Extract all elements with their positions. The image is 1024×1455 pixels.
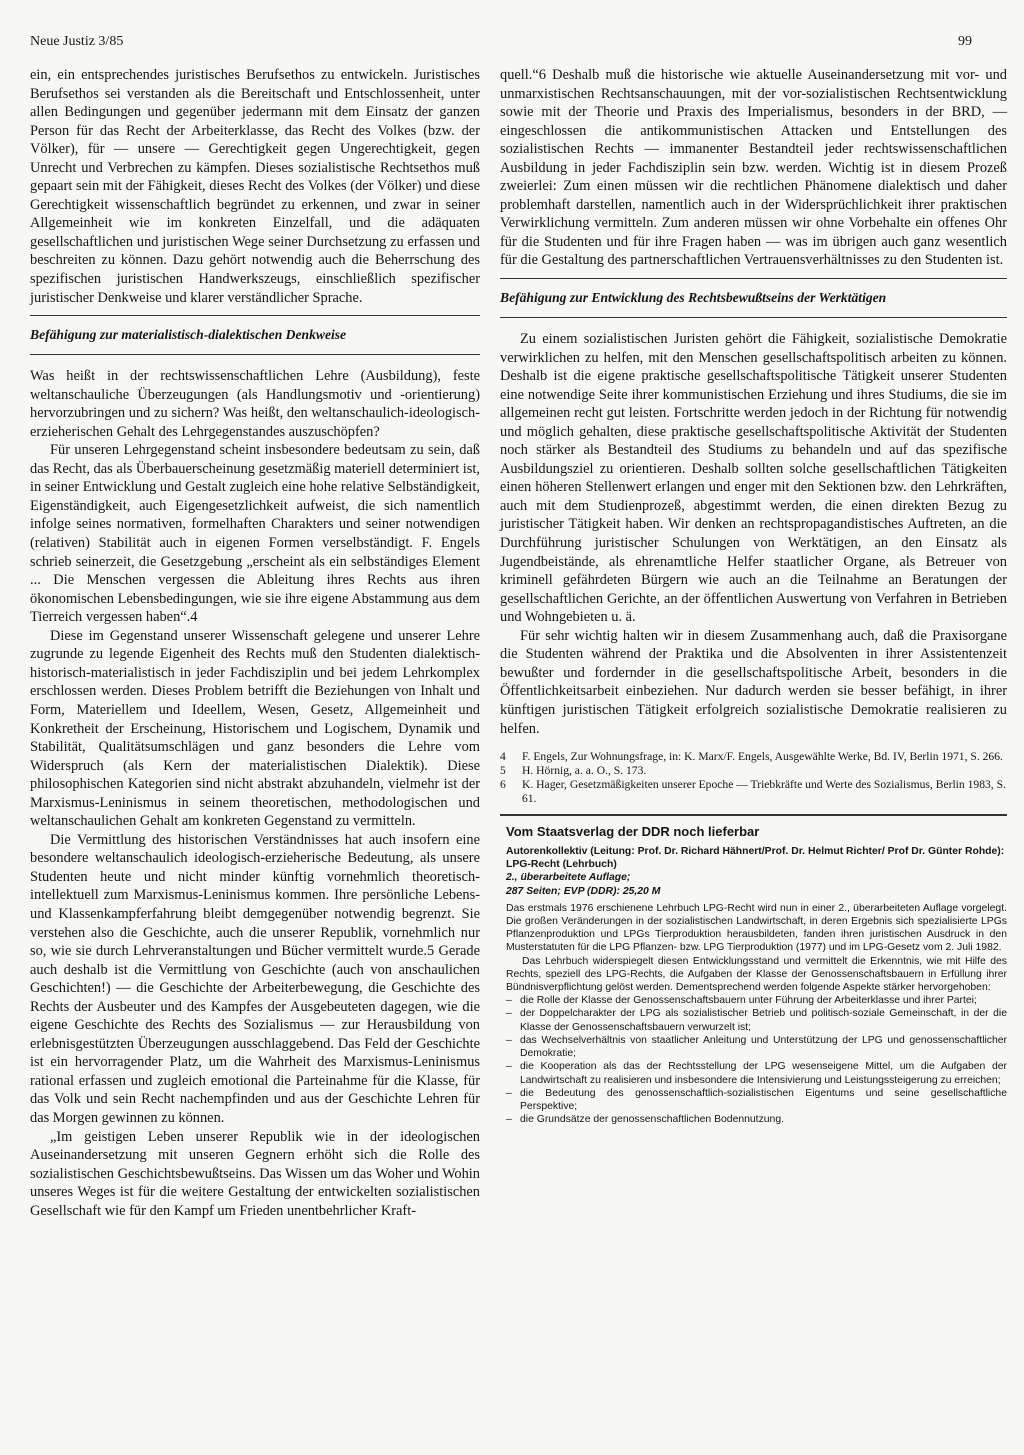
- left-paragraph: Was heißt in der rechtswissenschaftlichen Lehre (Ausbildung), feste weltanschauliche Überzeugungen (als Handlungsmotiv und -orientierung) hervorzubringen und zu sichern? Was heißt, den weltanschaulich-ideologisch-erzieherischen Gehalt des Lehrgegenstandes auszuschöpfen?: [30, 368, 480, 440]
- section-heading-right: Befähigung zur Entwicklung des Rechtsbewußtseins der Werktätigen: [500, 290, 887, 306]
- right-paragraph: Für sehr wichtig halten wir in diesem Zusammenhang auch, daß die Praxisorgane die Studenten während der Praktika und die Absolventen in ihrer Assistentenzeit bewußter und fordernder in die gesellschaftspolitische Arbeit, besonders in die Öffentlichkeitsarbeit einbeziehen. Nur dadurch werden sie besser befähigt, in ihrer künftigen juristischen Tätigkeit erfolgreich sozialistische Demokratie realisieren zu helfen.: [500, 627, 1007, 737]
- left-column: [30, 66, 480, 1220]
- list-item: [506, 994, 1007, 1007]
- section-divider: [500, 278, 1007, 279]
- list-item: [506, 1060, 1007, 1086]
- section-divider: [30, 354, 480, 355]
- bullet-marker: –: [506, 1061, 512, 1073]
- left-paragraph: Für unseren Lehrgegenstand scheint insbesondere bedeutsam zu sein, daß das Recht, das als Überbauerscheinung gesetzmäßig materiell determiniert ist, in seiner Entwicklung und Gestalt zugleich eine hohe relative Selbständigkeit, Eigenständigkeit, auch Eigengesetzlichkeit aufweist, die sich namentlich infolge seines normativen, formelhaften Charakters und seiner notwendigen (relativen) Stabilität auch in eigenen Formen verselbständigt. F. Engels schrieb seinerzeit, die Gesetzgebung „erscheint als ein selbständiges Element ... Die Menschen vergessen die Ableitung ihres Rechts aus ihren ökonomischen Lebensbedingungen, wie sie ihre eigene Abstammung aus dem Tierreich vergessen haben“.4: [30, 442, 480, 626]
- book-description: Das Lehrbuch widerspiegelt diesen Entwicklungsstand und vermittelt die Erkenntnis, wie mit Hilfe des Rechts, speziell des LPG-Rechts, die Aufgaben der Klasse der Genossenschaftsbauern in Erfüllung ihrer Bündnisverpflichtung gelöst werden. Dementsprechend werden folgende Aspekte stärker hervorgehoben:: [506, 955, 1007, 994]
- book-title: LPG-Recht (Lehrbuch): [506, 859, 617, 871]
- left-paragraph: „Im geistigen Leben unserer Republik wie in der ideologischen Auseinandersetzung mit unseren Gegnern erhöht sich die Rolle des sozialistischen Geschichtsbewußtseins. Das Wissen um das Woher und Wohin unseres Weges ist für die weitere Gestaltung der entwickelten sozialistischen Gesellschaft wie für den Kampf um Frieden unentbehrlicher Kraft-: [30, 1128, 480, 1219]
- right-column: [500, 66, 1007, 1126]
- footnote-text: F. Engels, Zur Wohnungsfrage, in: K. Marx/F. Engels, Ausgewählte Werke, Bd. IV, Berlin 1971, S. 266.: [522, 750, 1003, 764]
- bullet-marker: –: [506, 1087, 512, 1099]
- left-paragraph: Diese im Gegenstand unserer Wissenschaft gelegene und unserer Lehre zugrunde zu legende Eigenheit des Rechts muß den Studenten dialektisch-historisch-materialistisch in jeder Fachdisziplin und bei jedem Lehrkomplex erschlossen werden. Dieses Problem betrifft die Beziehungen von Inhalt und Form, Materiellem und Ideellem, Wesen, Gesetz, Allgemeinheit und Konkretheit der Erscheinung, Historischem und Logischem, Dynamik und Stabilität, Qualitätsumschlägen und ganz besonders die Lehre vom Widerspruch (als Kern der materialistischen Dialektik). Diese philosophischen Kategorien sind nicht abstrakt abzuhandeln, vielmehr ist der Marxismus-Leninismus in seinem theoretischen, methodologischen und weltanschaulichen Gehalt am konkreten Gegenstand zu vermitteln.: [30, 627, 480, 830]
- bullet-marker: –: [506, 1034, 512, 1046]
- list-item: [506, 1087, 1007, 1113]
- footnote-text: K. Hager, Gesetzmäßigkeiten unserer Epoche — Triebkräfte und Werte des Sozialismus, Berlin 1983, S. 61.: [522, 778, 1006, 806]
- list-item-text: die Bedeutung des genossenschaftlich-sozialistischen Eigentums und seine gesellschaftliche Perspektive;: [520, 1087, 1007, 1112]
- bullet-marker: –: [506, 1114, 512, 1126]
- footnote-number: 4: [500, 750, 506, 764]
- page-number: 99: [958, 34, 972, 49]
- footnote-number: 6: [500, 778, 506, 792]
- left-intro-paragraph: ein, ein entsprechendes juristisches Berufsethos zu entwickeln. Juristisches Berufsethos sei verstanden als die Bereitschaft und Entschlossenheit, unter allen Bedingungen und gegenüber jedermann mit dem Einsatz der ganzen Person für das Recht der Arbeiterklasse, das Recht des Volkes (bzw. der Völker), für — unsere — Gerechtigkeit gegen Ungerechtigkeit, gegen Unrecht und Verbrechen zu kämpfen. Dieses sozialistische Rechtsethos muß gepaart sein mit der Fähigkeit, dieses Recht des Volkes (der Völker) und diese Gerechtigkeit wissenschaftlich begründet zu erkennen, und zwar in seiner Allgemeinheit wie im konkreten Einzelfall, und die adäquaten gesellschaftlichen und juristischen Wege seiner Durchsetzung zu erfassen und beschreiten zu können. Dazu gehört notwendig auch die Beherrschung des spezifischen juristischen Handwerkszeugs, einschließlich spezifischer juristischer Denkweise und klarer verständlicher Sprache.: [30, 67, 480, 306]
- list-item: [506, 1113, 1007, 1126]
- publisher-box: [500, 845, 1007, 1126]
- footnote-number: 5: [500, 764, 506, 778]
- book-details: 287 Seiten; EVP (DDR): 25,20 M: [506, 885, 661, 897]
- footnotes: [500, 750, 1007, 806]
- box-divider: [500, 814, 1007, 816]
- journal-header: Neue Justiz 3/85: [30, 34, 124, 49]
- list-item-text: die Grundsätze der genossenschaftlichen Bodennutzung.: [520, 1114, 784, 1126]
- footnote: [500, 750, 1007, 764]
- book-authors: Autorenkollektiv (Leitung: Prof. Dr. Richard Hähnert/Prof. Dr. Helmut Richter/ Prof Dr. Günter Rohde):: [506, 846, 1005, 858]
- list-item: [506, 1034, 1007, 1060]
- book-edition: 2., überarbeitete Auflage;: [506, 872, 631, 884]
- list-item-text: die Rolle der Klasse der Genossenschaftsbauern unter Führung der Arbeiterklasse und ihrer Partei;: [520, 995, 977, 1007]
- book-description: Das erstmals 1976 erschienene Lehrbuch LPG-Recht wird nun in einer 2., überarbeiteten Auflage vorgelegt. Die großen Veränderungen in der sozialistischen Landwirtschaft, in deren Ergebnis sich spezialisierte LPGs Pflanzenproduktion und LPGs Tierproduktion herausbildeten, fanden ihren juristischen Ausdruck in den Musterstatuten für die LPG Pflanzen- bzw. LPG Tierproduktion (1977) und im LPG-Gesetz vom 2. Juli 1982.: [506, 902, 1007, 954]
- publisher-box-title: Vom Staatsverlag der DDR noch lieferbar: [506, 824, 760, 840]
- section-divider: [30, 315, 480, 316]
- list-item-text: die Kooperation als das der Rechtsstellung der LPG wesenseigene Mittel, um die Aufgaben der Landwirtschaft zu realisieren und insbesondere die Intensivierung und Leistungssteigerung zu erreichen;: [520, 1061, 1007, 1086]
- footnote: [500, 764, 1007, 778]
- section-divider: [500, 317, 1007, 318]
- footnote: [500, 778, 1007, 806]
- footnote-text: H. Hörnig, a. a. O., S. 173.: [522, 764, 647, 778]
- bullet-marker: –: [506, 995, 512, 1007]
- bullet-marker: –: [506, 1008, 512, 1020]
- list-item: [506, 1007, 1007, 1033]
- right-intro-paragraph: quell.“6 Deshalb muß die historische wie aktuelle Auseinandersetzung mit vor- und unmarxistischen Rechtsanschauungen, mit der vor-sozialistischen Rechtsentwicklung sowie mit der Theorie und Praxis des Imperialismus, besonders in der BRD, — eingeschlossen die antikommunistischen Attacken und Entstellungen des sozialistischen Rechts — immanenter Bestandteil jeder rechtswissenschaftlichen Ausbildung in jeder Fachdisziplin sein bzw. werden. Wichtig ist in diesem Prozeß zweierlei: Zum einen müssen wir die rechtlichen Phänomene dialektisch und daher problemhaft darstellen, namentlich auch in der Widersprüchlichkeit ihrer praktischen Verwirklichung vermitteln. Zum anderen müssen wir ohne Vorbehalte ein offenes Ohr für die Studenten und für ihre Fragen haben — was im übrigen auch ganz wesentlich für die Gestaltung des partnerschaftlichen Vertrauensverhältnisses zu den Studenten ist.: [500, 67, 1007, 269]
- right-paragraph: Zu einem sozialistischen Juristen gehört die Fähigkeit, sozialistische Demokratie verwirklichen zu helfen, mit den Menschen gesellschaftspolitisch arbeiten zu können. Deshalb ist die eigene praktische gesellschaftspolitische Tätigkeit unserer Studenten eine notwendige Seite ihrer kommunistischen Erziehung und ihres Studiums, die sie im allgemeinen recht gut leisten. Fortschritte werden jedoch in der Richtung für notwendig und möglich gehalten, diese praktische gesellschaftspolitische Aktivität der Studenten noch stärker als Bestandteil des Studiums zu behandeln und auf das spezifische Ausbildungsziel zu orientieren. Deshalb sollten solche gesellschaftlichen Tätigkeiten einen höheren Stellenwert erlangen und enger mit den Sektionen bzw. den Lehrkräften, auch mit dem Studienprozeß, abgestimmt werden, die einen direkten Bezug zu juristischer Tätigkeit haben. Wir denken an rechtspropagandistisches Auftreten, an die Durchführung juristischer Schulungen von Werktätigen, an den Einsatz als Jugendbeistände, als ehrenamtliche Helfer staatlicher Organe, als Betreuer von kriminell gefährdeten Bürgern wie auch an die Teilnahme an Beratungen der gesellschaftlichen Gerichte, an der öffentlichen Auswertung von Verfahren in Betrieben und Wohngebieten u. ä.: [500, 331, 1007, 626]
- list-item-text: das Wechselverhältnis von staatlicher Anleitung und Unterstützung der LPG und genossenschaftlicher Demokratie;: [520, 1034, 1007, 1060]
- section-heading-left: Befähigung zur materialistisch-dialektischen Denkweise: [30, 327, 347, 343]
- left-paragraph: Die Vermittlung des historischen Verständnisses hat auch insofern eine besondere weltanschaulich ideologisch-erzieherische Bedeutung, als unsere Studenten heute und nicht minder künftig vornehmlich theoretisch-intellektuell zum Marxismus-Leninismus kommen. Ihre persönliche Lebens- und Klassenkampferfahrung bleibt demgegenüber notwendig begrenzt. Sie verstehen also die Geschichte, auch die unserer Republik, vornehmlich nur so, wie sie durch Lehrveranstaltungen und Bücher vermittelt wurde.5 Gerade auch deshalb ist die Vermittlung von Geschichte (auch von anschaulichen Geschichten!) — die Geschichte der Arbeiterbewegung, die Geschichte des Rechts der Ausbeuter und des Kampfes der Ausgebeuteten dagegen, wie die eigene Geschichte des Rechts des Sozialismus — zur Herausbildung von erlebnisgestützten Überzeugungen ausschlaggebend. Das Feld der Geschichte ist ein hervorragender Platz, um die Wahrheit des Marxismus-Leninismus rational erfassen und zugleich emotional die Parteinahme für die Klasse, für das Volk und sein Recht nachempfinden und aus der Geschichte Lehren für das Morgen gewinnen zu können.: [30, 831, 480, 1126]
- list-item-text: der Doppelcharakter der LPG als sozialistischer Betrieb und politisch-soziale Gemeinschaft, in der die Klasse der Genossenschaftsbauern verwurzelt ist;: [520, 1008, 1007, 1033]
